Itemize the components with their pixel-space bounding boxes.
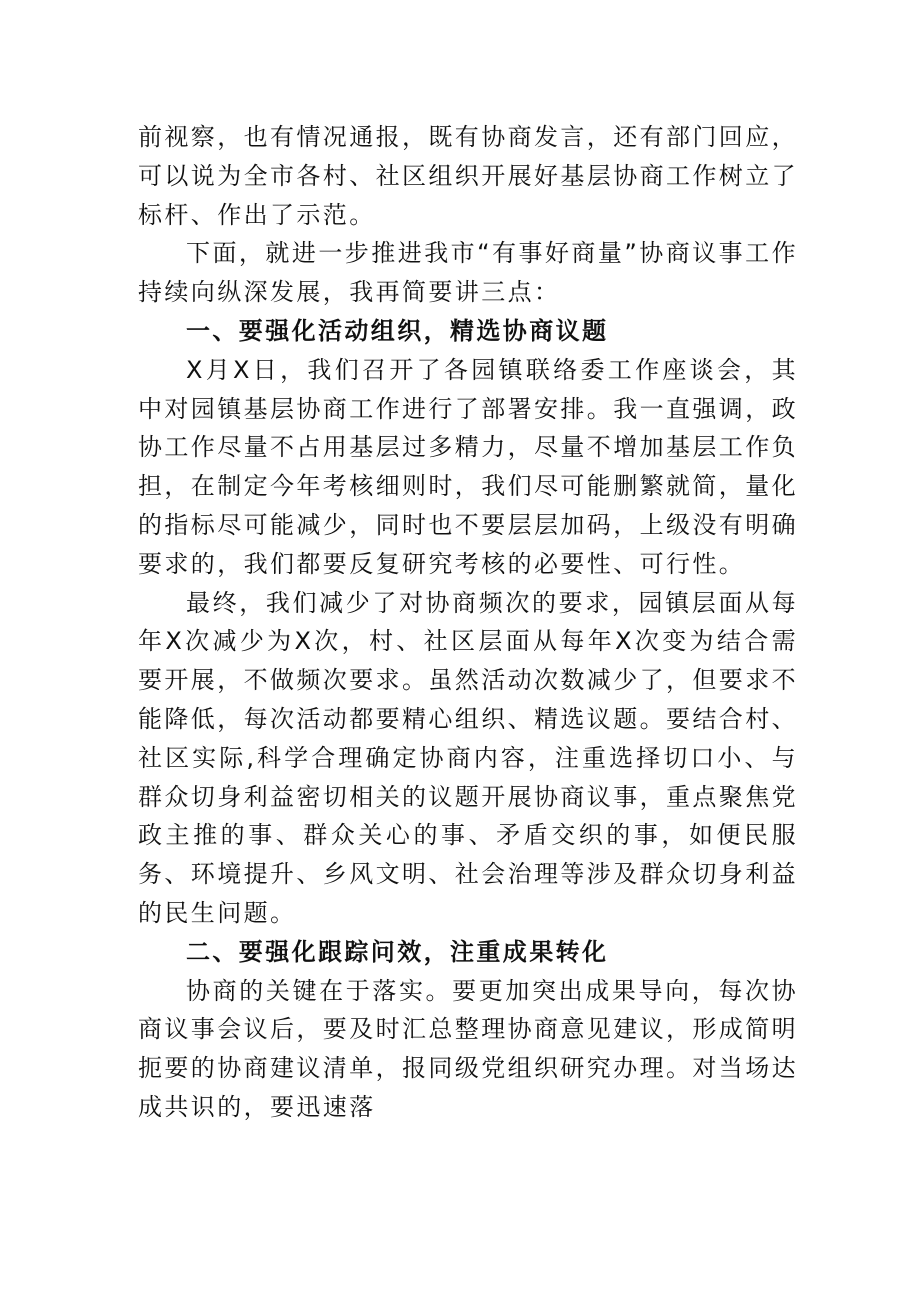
section-heading-2: 二、要强化跟踪问效，注重成果转化 xyxy=(186,937,609,966)
paragraph-2: 下面，就进一步推进我市“有事好商量”协商议事工作持续向纵深发展，我再简要讲三点： xyxy=(138,239,798,307)
paragraph-1: 前视察，也有情况通报，既有协商发言，还有部门回应，可以说为全市各村、社区组织开展好基层协商工作树立了标杆、作出了示范。 xyxy=(138,123,798,229)
paragraph-4: 最终，我们减少了对协商频次的要求，园镇层面从每年X次减少为X次，村、社区层面从每年X次变为结合需要开展，不做频次要求。虽然活动次数减少了，但要求不能降低，每次活动都要精心组织、精选议题。要结合村、社区实际,科学合理确定协商内容，注重选择切口小、与群众切身利益密切相关的议题开展协商议事，重点聚焦党政主推的事、群众关心的事、矛盾交织的事，如便民服务、环境提升、乡风文明、社会治理等涉及群众切身利益的民生问题。 xyxy=(138,588,798,927)
section-heading-1: 一、要强化活动组织，精选协商议题 xyxy=(186,316,609,345)
paragraph-5: 协商的关键在于落实。要更加突出成果导向，每次协商议事会议后，要及时汇总整理协商意见建议，形成简明扼要的协商建议清单，报同级党组织研究办理。对当场达成共识的，要迅速落 xyxy=(138,976,798,1121)
document-body xyxy=(138,118,798,1127)
paragraph-3: X月X日，我们召开了各园镇联络委工作座谈会，其中对园镇基层协商工作进行了部署安排。我一直强调，政协工作尽量不占用基层过多精力，尽量不增加基层工作负担，在制定今年考核细则时，我们尽可能删繁就简，量化的指标尽可能减少，同时也不要层层加码，上级没有明确要求的，我们都要反复研究考核的必要性、可行性。 xyxy=(138,355,798,578)
